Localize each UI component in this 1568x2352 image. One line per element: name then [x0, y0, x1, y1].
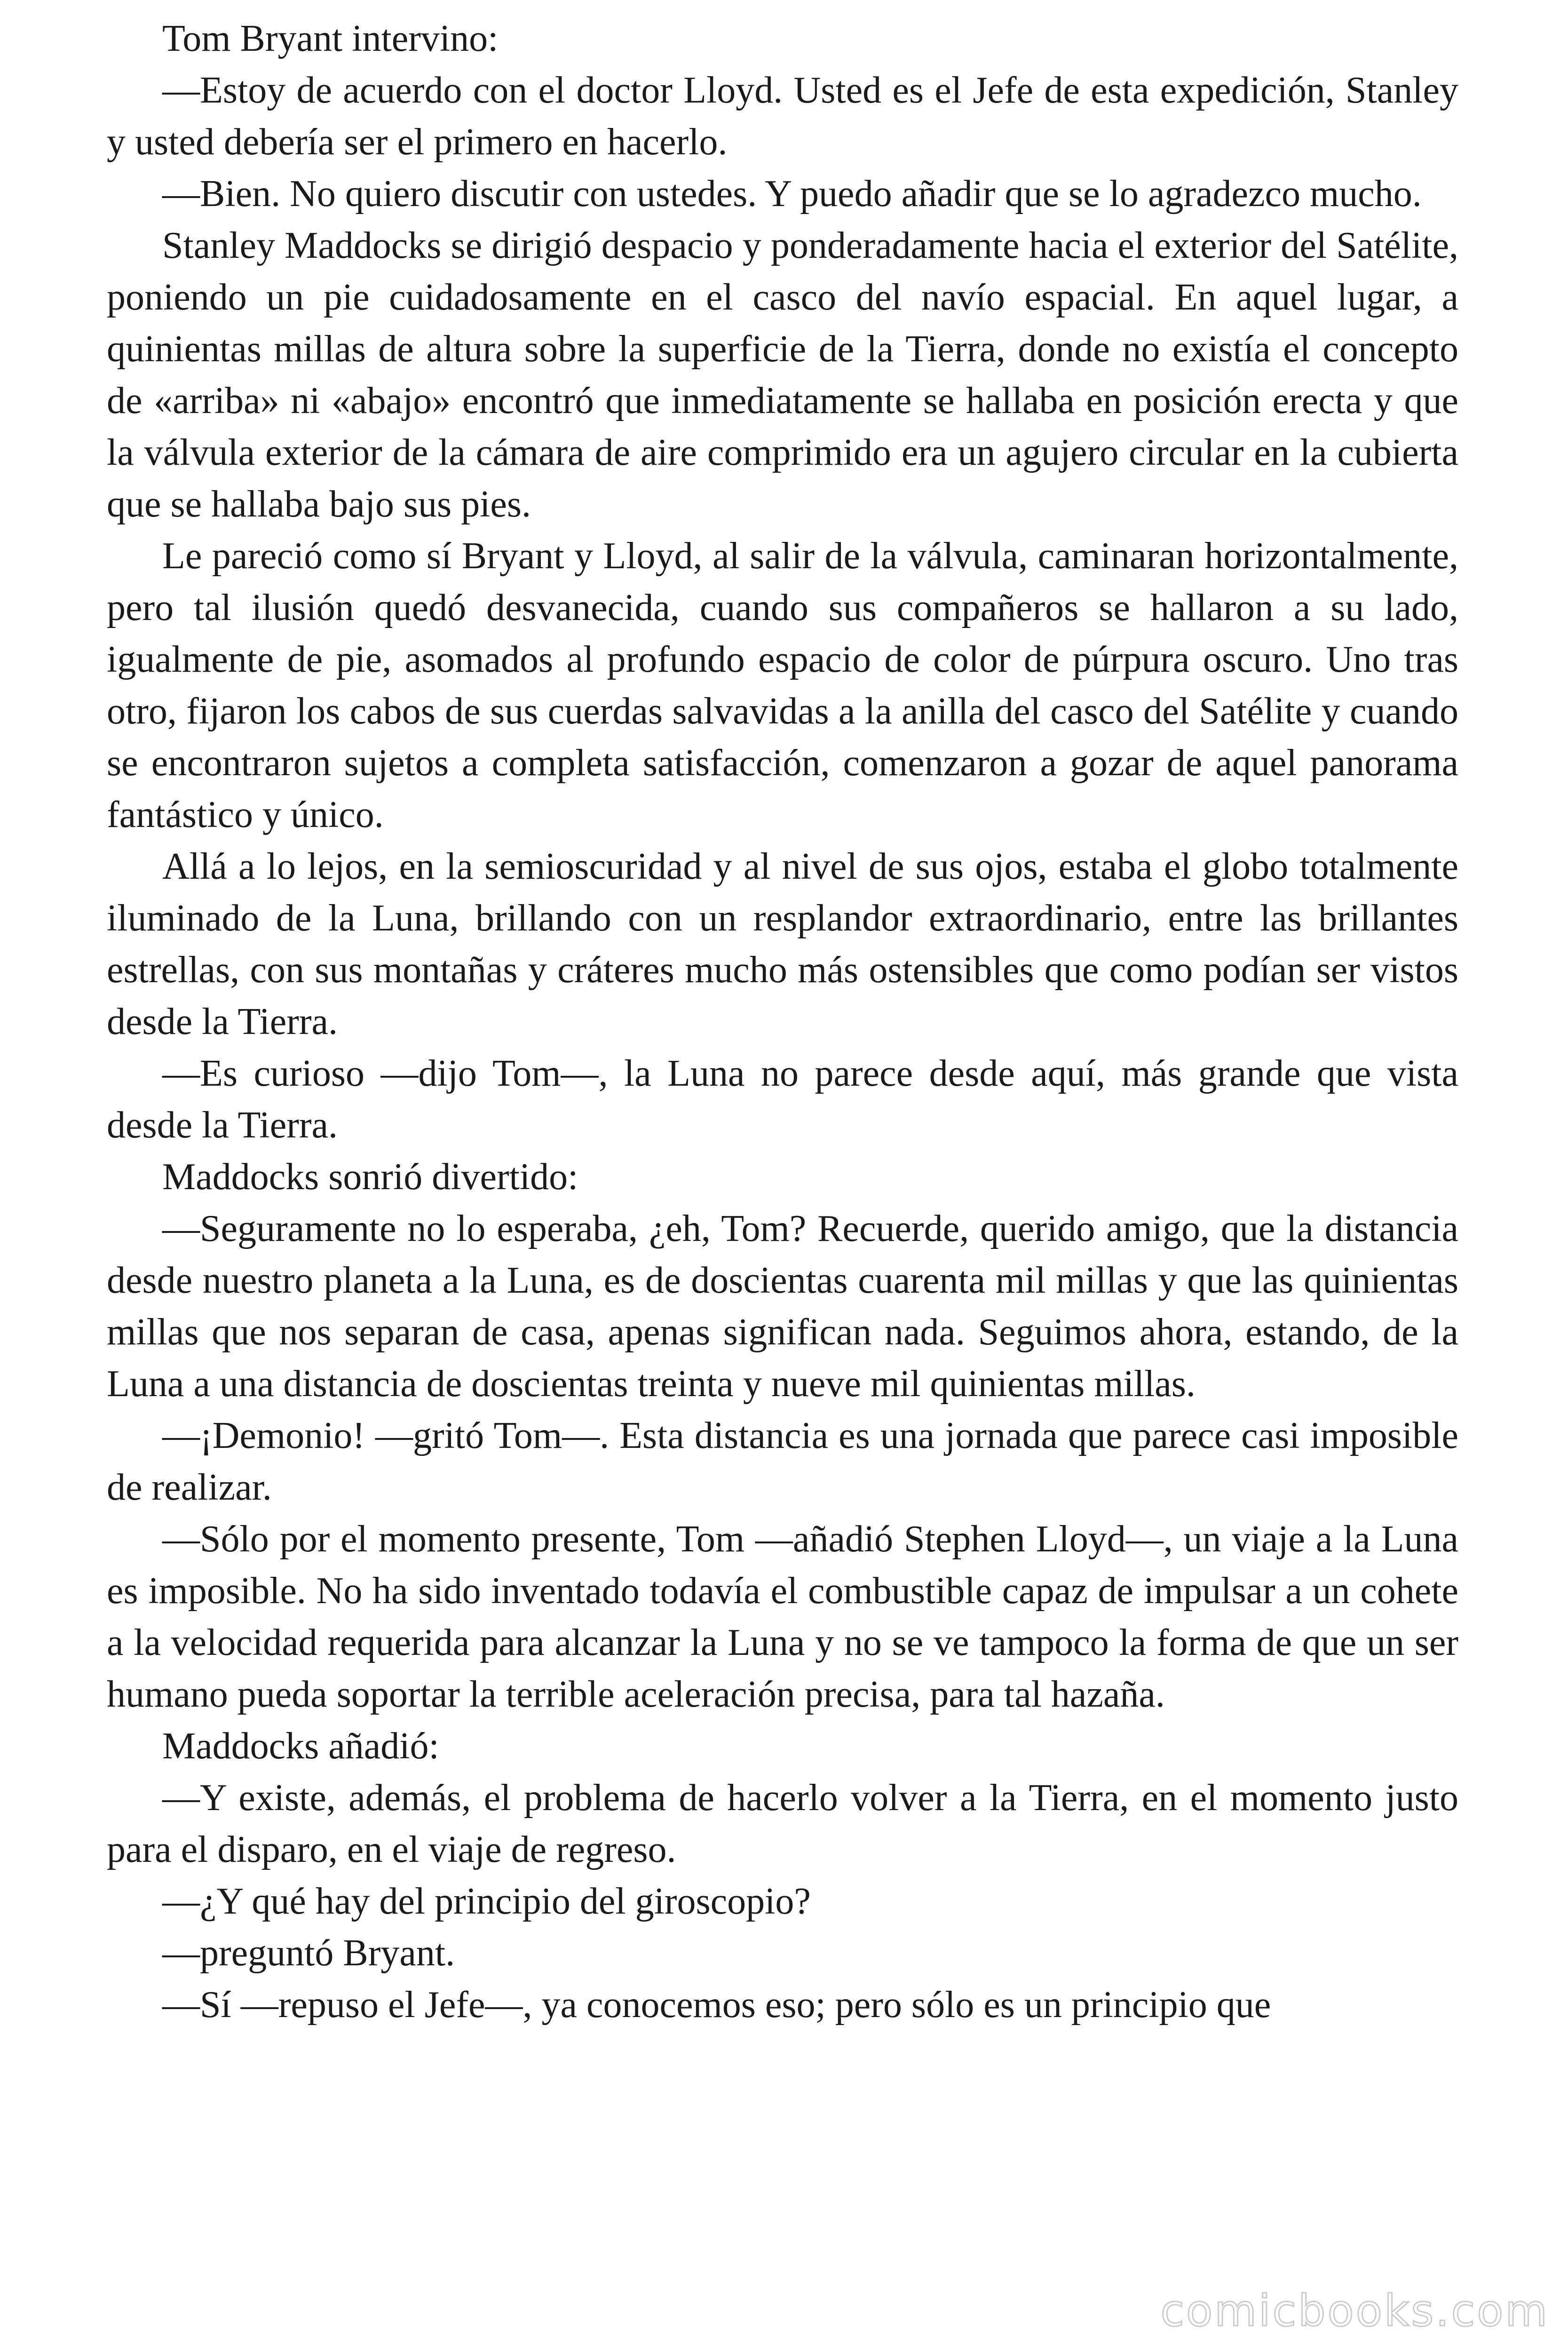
- paragraph: —¡Demonio! —gritó Tom—. Esta distancia es una jornada que parece casi imposible de realizar.: [107, 1415, 1458, 1508]
- paragraph: Tom Bryant intervino:: [162, 18, 499, 59]
- paragraph: —Es curioso —dijo Tom—, la Luna no parece desde aquí, más grande que vista desde la Tierra.: [107, 1053, 1458, 1146]
- paragraph: —Y existe, además, el problema de hacerlo volver a la Tierra, en el momento justo para el disparo, en el viaje de regreso.: [107, 1777, 1458, 1870]
- paragraph: Le pareció como sí Bryant y Lloyd, al salir de la válvula, caminaran horizontalmente, pero tal ilusión quedó desvanecida, cuando sus compañeros se hallaron a su lado, igualmente de pie, asomados al profundo espacio de color de púrpura oscuro. Uno tras otro, fijaron los cabos de sus cuerdas salvavidas a la anilla del casco del Satélite y cuando se encontraron sujetos a completa satisfacción, comenzaron a gozar de aquel panorama fantástico y único.: [107, 535, 1458, 835]
- paragraph: —Sí —repuso el Jefe—, ya conocemos eso; pero sólo es un principio que: [162, 1984, 1271, 2026]
- site-watermark: comicbooks.com: [1160, 2286, 1549, 2336]
- paragraph: —Seguramente no lo esperaba, ¿eh, Tom? Recuerde, querido amigo, que la distancia desde nuestro planeta a la Luna, es de doscientas cuarenta mil millas y que las quinientas millas que nos separan de casa, apenas significan nada. Seguimos ahora, estando, de la Luna a una distancia de doscientas treinta y nueve mil quinientas millas.: [107, 1208, 1458, 1405]
- paragraph: —Estoy de acuerdo con el doctor Lloyd. Usted es el Jefe de esta expedición, Stanley y usted debería ser el primero en hacerlo.: [107, 70, 1458, 163]
- paragraph: —¿Y qué hay del principio del giroscopio?: [162, 1881, 811, 1922]
- paragraph: Maddocks añadió:: [162, 1725, 439, 1767]
- paragraph: —preguntó Bryant.: [162, 1932, 455, 1974]
- paragraph: Allá a lo lejos, en la semioscuridad y al nivel de sus ojos, estaba el globo totalmente iluminado de la Luna, brillando con un resplandor extraordinario, entre las brillantes estrellas, con sus montañas y cráteres mucho más ostensibles que como podían ser vistos desde la Tierra.: [107, 846, 1458, 1042]
- paragraph: Maddocks sonrió divertido:: [162, 1156, 578, 1198]
- paragraph: —Bien. No quiero discutir con ustedes. Y puedo añadir que se lo agradezco mucho.: [162, 173, 1422, 215]
- paragraph: —Sólo por el momento presente, Tom —añadió Stephen Lloyd—, un viaje a la Luna es imposible. No ha sido inventado todavía el combustible capaz de impulsar a un cohete a la velocidad requerida para alcanzar la Luna y no se ve tampoco la forma de que un ser humano pueda soportar la terrible aceleración precisa, para tal hazaña.: [107, 1518, 1458, 1715]
- paragraph: Stanley Maddocks se dirigió despacio y ponderadamente hacia el exterior del Satélite, poniendo un pie cuidadosamente en el casco del navío espacial. En aquel lugar, a quinientas millas de altura sobre la superficie de la Tierra, donde no existía el concepto de «arriba» ni «abajo» encontró que inmediatamente se hallaba en posición erecta y que la válvula exterior de la cámara de aire comprimido era un agujero circular en la cubierta que se hallaba bajo sus pies.: [107, 225, 1458, 525]
- book-page-text: [107, 13, 1458, 2031]
